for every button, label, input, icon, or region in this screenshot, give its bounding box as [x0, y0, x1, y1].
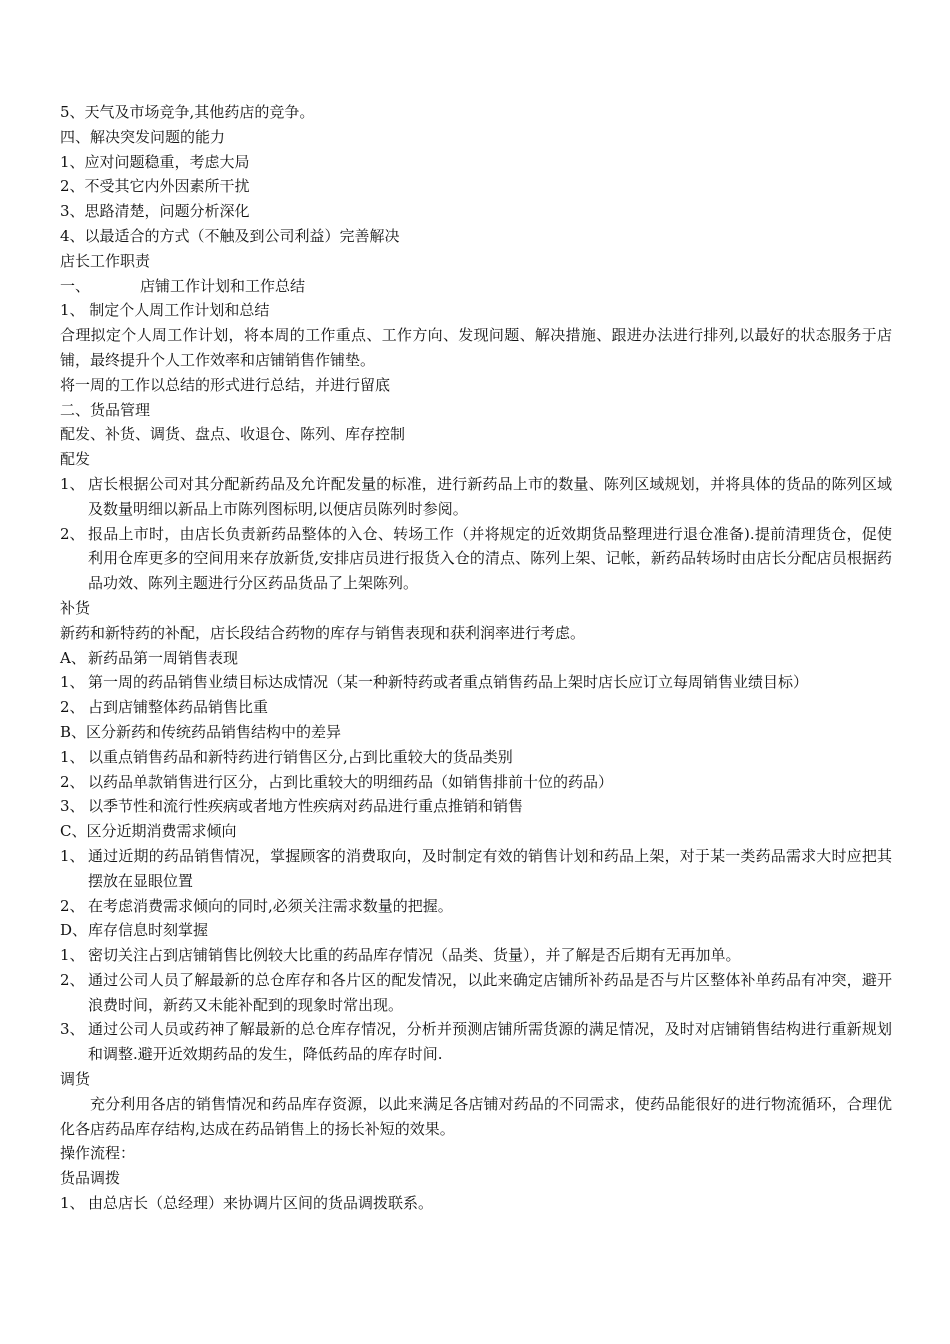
list-item	[60, 894, 892, 919]
list-text: 店长根据公司对其分配新药品及允许配发量的标准，进行新药品上市的数量、陈列区域规划，并将具体的货品的陈列区域及数量明细以新品上市陈列图标明,以便店员陈列时参阅。	[88, 474, 892, 518]
text-line: 1、应对问题稳重，考虑大局	[60, 152, 250, 171]
list-item	[60, 472, 892, 522]
document-title: 店长工作职责	[60, 251, 151, 270]
list-item	[60, 522, 892, 596]
document-page	[60, 100, 892, 1216]
paragraph: 将一周的工作以总结的形式进行总结，并进行留底	[60, 375, 391, 394]
text-line: 2、不受其它内外因素所干扰	[60, 177, 250, 196]
list-item	[60, 1191, 892, 1216]
group-title: 新药品第一周销售表现	[88, 648, 239, 667]
process-heading: 操作流程：	[60, 1144, 136, 1163]
list-number: 1、	[60, 474, 85, 493]
list-item	[60, 794, 892, 819]
group-b-heading: B、区分新药和传统药品销售结构中的差异	[60, 722, 342, 741]
group-c-heading: C、区分近期消费需求倾向	[60, 822, 237, 841]
list-item	[60, 745, 892, 770]
list-text: 密切关注占到店铺销售比例较大比重的药品库存情况（品类、货量），并了解是否后期有无再加单。	[88, 946, 741, 965]
list-text: 通过公司人员了解最新的总仓库存和各片区的配发情况，以此来确定店铺所补药品是否与片区整体补单药品有冲突，避开浪费时间，新药又未能补配到的现象时常出现。	[88, 970, 892, 1014]
section-heading-2: 二、货品管理	[60, 400, 151, 419]
list-item	[60, 968, 892, 1018]
section-title: 店铺工作计划和工作总结	[140, 276, 306, 295]
list-text: 以季节性和流行性疾病或者地方性疾病对药品进行重点推销和销售	[88, 797, 524, 816]
diaohuo-heading: 调货	[60, 1070, 91, 1089]
list-number: 2、	[60, 524, 85, 543]
section-heading: 四、解决突发问题的能力	[60, 127, 226, 146]
group-letter: A、	[60, 648, 86, 667]
list-number: 1、	[60, 1194, 85, 1213]
paragraph: 合理拟定个人周工作计划，将本周的工作重点、工作方向、发现问题、解决措施、跟进办法进行排列,以最好的状态服务于店铺，最终提升个人工作效率和店铺销售作铺垫。	[60, 326, 892, 369]
list-text: 由总店长（总经理）来协调片区间的货品调拨联系。	[88, 1194, 434, 1213]
list-item	[60, 943, 892, 968]
list-text: 占到店铺整体药品销售比重	[88, 698, 269, 717]
paragraph: 充分利用各店的销售情况和药品库存资源，以此来满足各店铺对药品的不同需求，使药品能很好的进行物流循环，合理优化各店药品库存结构,达成在药品销售上的扬长补短的效果。	[60, 1094, 892, 1138]
text-line: 3、思路清楚，问题分析深化	[60, 202, 250, 221]
group-a-heading	[60, 646, 892, 671]
section-subtitle: 配发、补货、调货、盘点、收退仓、陈列、库存控制	[60, 425, 406, 444]
transfer-heading: 货品调拨	[60, 1169, 121, 1188]
list-number: 1、	[60, 673, 85, 692]
peifa-heading: 配发	[60, 450, 91, 469]
group-d-heading	[60, 918, 892, 943]
text-line: 4、以最适合的方式（不触及到公司利益）完善解决	[60, 226, 400, 245]
list-number: 1、	[60, 747, 85, 766]
list-text: 第一周的药品销售业绩目标达成情况（某一种新特药或者重点销售药品上架时店长应订立每周销售业绩目标）	[88, 673, 809, 692]
group-letter: D、	[60, 921, 88, 940]
list-number: 2、	[60, 698, 85, 717]
list-item	[60, 1017, 892, 1067]
list-number: 3、	[60, 797, 85, 816]
section-heading-1	[60, 274, 892, 299]
list-item	[60, 770, 892, 795]
list-text: 报品上市时，由店长负责新药品整体的入仓、转场工作（并将规定的近效期货品整理进行退仓准备).提前清理货仓，促使利用仓库更多的空间用来存放新货,安排店员进行报货入仓的清点、陈列上架、记帐，新药品转场时由店长分配店员根据药品功效、陈列主题进行分区药品货品了上架陈列。	[88, 524, 892, 593]
list-number: 3、	[60, 1020, 85, 1039]
list-number: 2、	[60, 970, 85, 989]
section-number: 一、	[60, 276, 91, 295]
list-item	[60, 670, 892, 695]
list-text: 以重点销售药品和新特药进行销售区分,占到比重较大的货品类别	[88, 747, 513, 766]
list-text: 通过近期的药品销售情况，掌握顾客的消费取向，及时制定有效的销售计划和药品上架，对于某一类药品需求大时应把其摆放在显眼位置	[88, 846, 892, 890]
paragraph: 新药和新特药的补配，店长段结合药物的库存与销售表现和获利润率进行考虑。	[60, 623, 586, 642]
list-text: 通过公司人员或药神了解最新的总仓库存情况，分析并预测店铺所需货源的满足情况，及时对店铺销售结构进行重新规划和调整.避开近效期药品的发生，降低药品的库存时间.	[88, 1020, 892, 1064]
list-text: 以药品单款销售进行区分，占到比重较大的明细药品（如销售排前十位的药品）	[88, 772, 614, 791]
list-text: 在考虑消费需求倾向的同时,必须关注需求数量的把握。	[88, 896, 453, 915]
list-number: 2、	[60, 896, 85, 915]
list-item	[60, 844, 892, 894]
list-item	[60, 695, 892, 720]
group-title: 库存信息时刻掌握	[88, 921, 209, 940]
list-number: 1、	[60, 946, 85, 965]
buhuo-heading: 补货	[60, 598, 91, 617]
text-line: 5、天气及市场竞争,其他药店的竞争。	[60, 103, 315, 121]
subsection-heading: 1、 制定个人周工作计划和总结	[60, 301, 270, 320]
list-number: 1、	[60, 846, 85, 865]
list-number: 2、	[60, 772, 85, 791]
